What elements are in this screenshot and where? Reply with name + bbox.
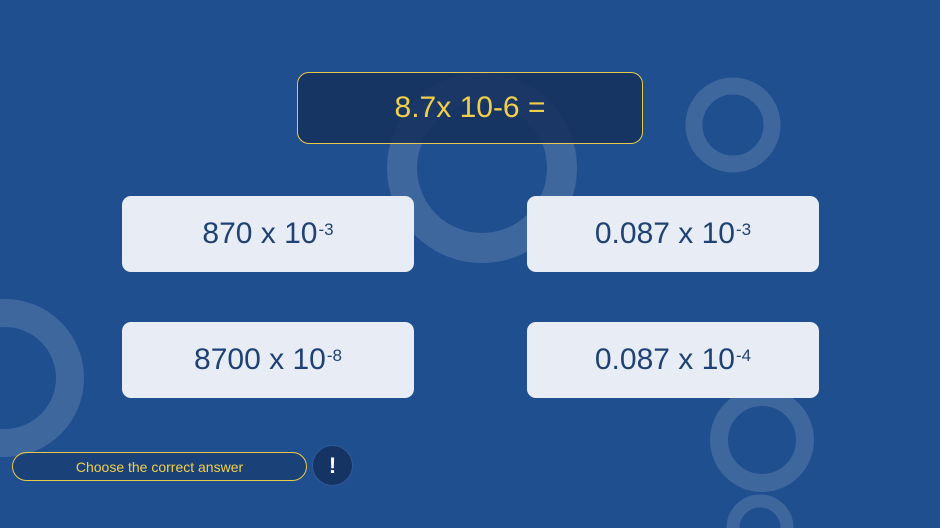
answer-base: 870 x 10	[202, 217, 318, 250]
answer-base: 0.087 x 10	[594, 217, 735, 250]
answer-option-3[interactable]	[122, 322, 414, 398]
question-box	[297, 72, 643, 144]
decor-ring	[0, 313, 70, 443]
instruction-banner	[12, 452, 307, 481]
exclamation-icon: !	[328, 452, 337, 478]
answer-option-4[interactable]	[527, 322, 819, 398]
decor-ring	[733, 501, 787, 528]
hint-button[interactable]	[312, 445, 353, 486]
answer-option-2[interactable]	[527, 196, 819, 272]
question-text: 8.7x 10-6 =	[394, 91, 546, 124]
answer-base: 8700 x 10	[194, 343, 326, 376]
answer-exponent: -8	[326, 346, 342, 365]
decor-ring	[719, 397, 805, 483]
answer-exponent: -4	[736, 346, 752, 365]
instruction-text: Choose the correct answer	[75, 458, 244, 475]
answer-option-1[interactable]	[122, 196, 414, 272]
answer-exponent: -3	[736, 220, 752, 239]
answer-exponent: -3	[318, 220, 334, 239]
decor-ring	[694, 86, 772, 164]
answer-base: 0.087 x 10	[594, 343, 735, 376]
